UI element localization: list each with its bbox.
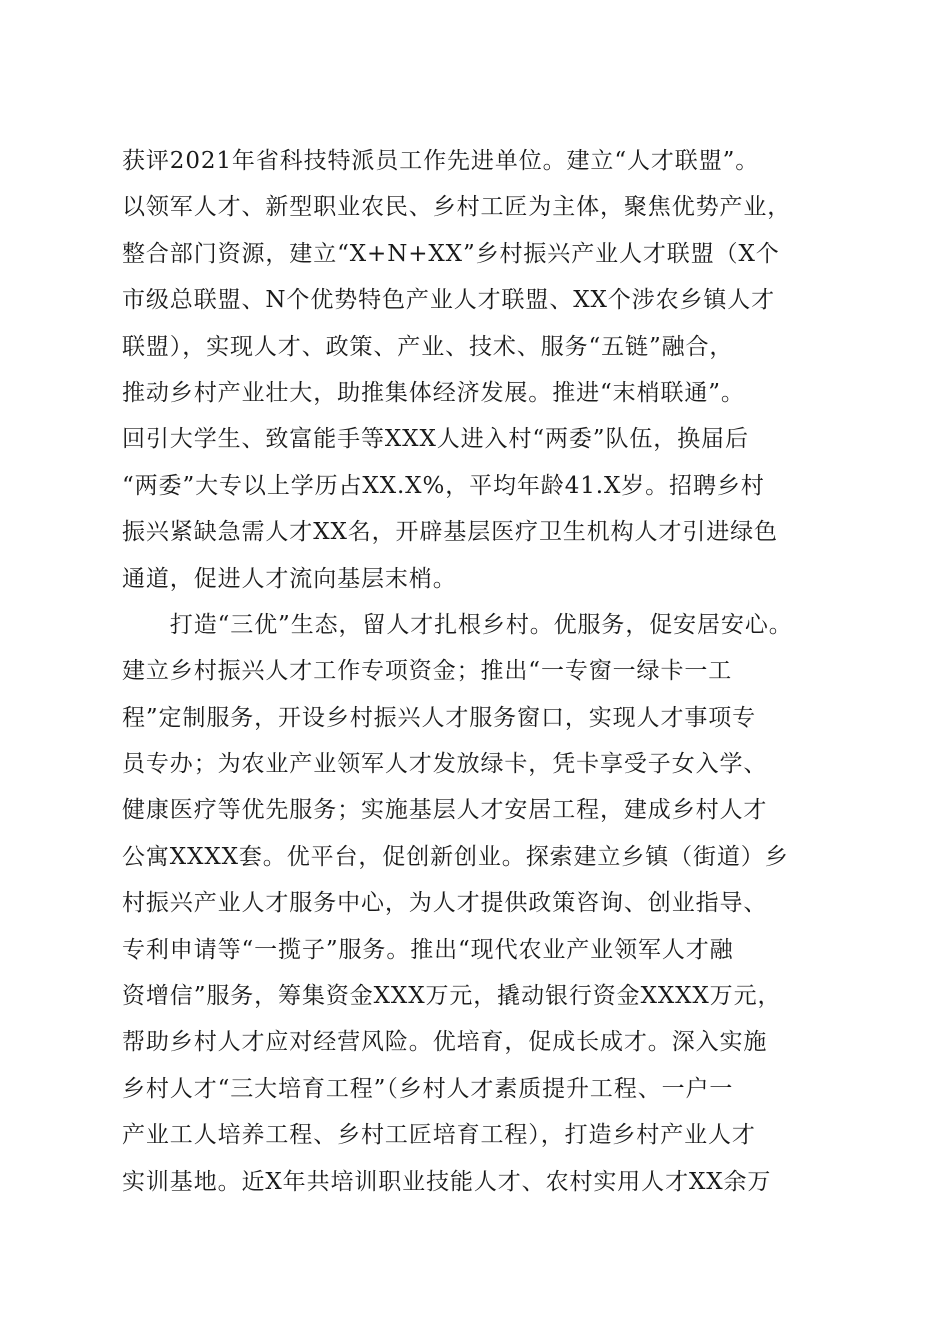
document-body bbox=[122, 138, 832, 1205]
text-line: 健康医疗等优先服务；实施基层人才安居工程，建成乡村人才 bbox=[122, 797, 768, 824]
text-line: 村振兴产业人才服务中心，为人才提供政策咨询、创业指导、 bbox=[122, 890, 768, 917]
text-line: 推动乡村产业壮大，助推集体经济发展。推进“末梢联通”。 bbox=[122, 379, 745, 406]
text-line: 乡村人才“三大培育工程”（乡村人才素质提升工程、一户一 bbox=[122, 1075, 734, 1102]
text-line: 实训基地。近X年共培训职业技能人才、农村实用人才XX余万 bbox=[122, 1168, 772, 1195]
paragraph-start-line: 打造“三优”生态，留人才扎根乡村。优服务，促安居安心。 bbox=[122, 611, 793, 638]
text-line: 帮助乡村人才应对经营风险。优培育，促成长成才。深入实施 bbox=[122, 1029, 768, 1056]
text-line: 回引大学生、致富能手等XXX人进入村“两委”队伍，换届后 bbox=[122, 426, 749, 453]
text-line: 以领军人才、新型职业农民、乡村工匠为主体，聚焦优势产业， bbox=[122, 194, 792, 221]
text-line: 市级总联盟、N个优势特色产业人才联盟、XX个涉农乡镇人才 bbox=[122, 287, 776, 314]
text-line: 程”定制服务，开设乡村振兴人才服务窗口，实现人才事项专 bbox=[122, 704, 757, 731]
text-line: 联盟），实现人才、政策、产业、技术、服务“五链”融合， bbox=[122, 333, 734, 360]
text-line: 建立乡村振兴人才工作专项资金；推出“一专窗一绿卡一工 bbox=[122, 658, 733, 685]
text-line: 振兴紧缺急需人才XX名，开辟基层医疗卫生机构人才引进绿色 bbox=[122, 519, 778, 546]
text-line: “两委”大专以上学历占XX.X%，平均年龄41.X岁。招聘乡村 bbox=[122, 472, 765, 499]
text-line: 资增信”服务，筹集资金XXX万元，撬动银行资金XXXX万元， bbox=[122, 983, 782, 1010]
text-line: 整合部门资源，建立“X+N+XX”乡村振兴产业人才联盟（X个 bbox=[122, 240, 780, 267]
text-line: 专利申请等“一揽子”服务。推出“现代农业产业领军人才融 bbox=[122, 936, 734, 963]
text-line: 公寓XXXX套。优平台，促创新创业。探索建立乡镇（街道）乡 bbox=[122, 843, 789, 870]
text-line: 产业工人培养工程、乡村工匠培育工程），打造乡村产业人才 bbox=[122, 1122, 756, 1149]
text-line: 员专办；为农业产业领军人才发放绿卡，凭卡享受子女入学、 bbox=[122, 751, 768, 778]
text-line: 获评2021年省科技特派员工作先进单位。建立“人才联盟”。 bbox=[122, 148, 760, 174]
text-line: 通道，促进人才流向基层末梢。 bbox=[122, 565, 457, 592]
